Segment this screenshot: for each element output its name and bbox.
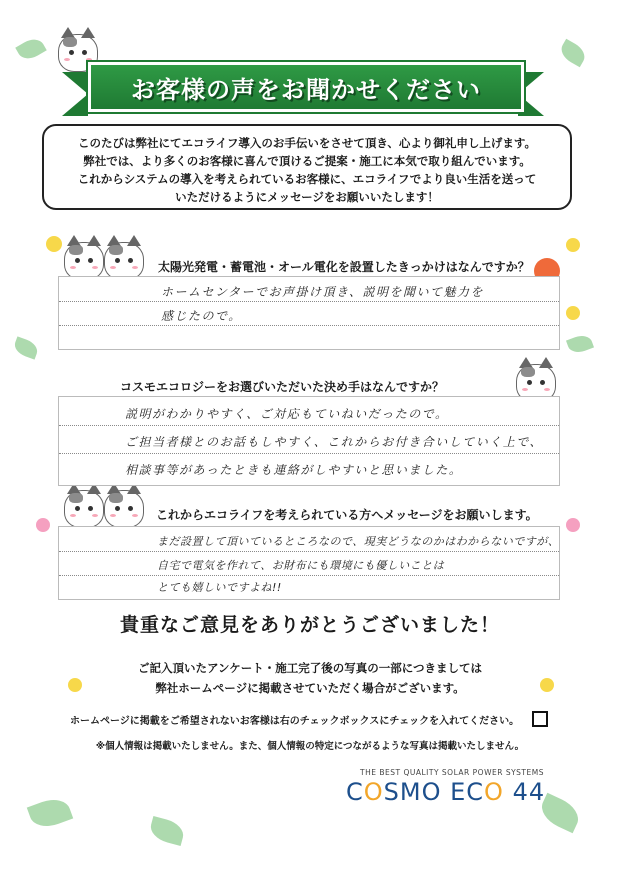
privacy-note: ※個人情報は掲載いたしません。また、個人情報の特定につながるような写真は掲載いたしません。: [95, 741, 525, 752]
leaf-decoration: [12, 336, 40, 359]
intro-line: このたびは弊社にてエコライフ導入のお手伝いをさせて頂き、心より御礼申し上げます。: [78, 136, 536, 150]
flower-icon: [566, 518, 580, 532]
answer-text: 感じたので。: [161, 309, 242, 323]
logo-text: C: [346, 778, 364, 806]
leaf-decoration: [566, 332, 594, 355]
intro-line: これからシステムの導入を考えられているお客様に、エコライフでより良い生活を送って: [77, 172, 537, 186]
logo-text: O: [484, 778, 504, 806]
answer-panel: [58, 526, 560, 600]
company-logo: [346, 778, 545, 806]
answer-text: ご担当者様とのお話もしやすく、これからお付き合いしていく上で、: [125, 435, 544, 449]
answer-text: 説明がわかりやすく、ご対応もていねいだったので。: [125, 407, 449, 421]
intro-box: [42, 124, 572, 210]
intro-line: いただけるようにメッセージをお願いいたします！: [175, 190, 439, 204]
answer-text: 相談事等があったときも連絡がしやすいと思いました。: [125, 463, 463, 477]
answer-text: 自宅で電気を作れて、お財布にも環境にも優しいことは: [157, 559, 445, 572]
question-heading: 太陽光発電・蓄電池・オール電化を設置したきっかけはなんですか？: [158, 260, 530, 274]
logo-text: O: [363, 778, 384, 806]
logo-text: 44: [503, 778, 546, 806]
cat-illustration: [104, 242, 144, 280]
notice-line: ご記入頂いたアンケート・施工完了後の写真の一部につきましては: [137, 661, 483, 675]
leaf-decoration: [27, 794, 73, 832]
cat-illustration: [64, 490, 104, 528]
page-title: お客様の声をお聞かせください: [131, 75, 481, 104]
answer-panel: [58, 396, 560, 486]
ribbon-tail-left: [62, 72, 88, 116]
answer-panel: [58, 276, 560, 350]
answer-text: ホームセンターでお声掛け頂き、説明を聞いて魅力を: [161, 285, 485, 299]
question-heading: これからエコライフを考えられている方へメッセージをお願いします。: [156, 508, 538, 522]
title-banner: [88, 62, 524, 112]
cat-illustration: [64, 242, 104, 280]
intro-line: 弊社では、より多くのお客様に喜んで頂けるご提案・施工に本気で取り組んでいます。: [83, 154, 531, 168]
thanks-message: 貴重なご意見をありがとうございました！: [119, 614, 500, 636]
logo-tagline: THE BEST QUALITY SOLAR POWER SYSTEMS: [360, 768, 544, 777]
notice-line: 弊社ホームページに掲載させていただく場合がございます。: [155, 681, 465, 695]
leaf-decoration: [148, 816, 187, 846]
checkbox-label: ホームページに掲載をご希望されないお客様は右のチェックボックスにチェックを入れてください。: [70, 716, 520, 727]
opt-out-checkbox[interactable]: [532, 711, 548, 727]
flower-icon: [566, 306, 580, 320]
flower-icon: [46, 236, 62, 252]
logo-text: SMO EC: [383, 778, 485, 806]
question-heading: コスモエコロジーをお選びいただいた決め手はなんですか？: [120, 380, 445, 394]
flower-icon: [566, 238, 580, 252]
answer-text: まだ設置して頂いているところなので、現実どうなのかはわからないですが、: [157, 535, 560, 548]
leaf-decoration: [557, 39, 589, 68]
flower-icon: [36, 518, 50, 532]
cat-illustration: [104, 490, 144, 528]
leaf-decoration: [15, 35, 47, 64]
answer-text: とても嬉しいですよね!!: [157, 581, 282, 594]
